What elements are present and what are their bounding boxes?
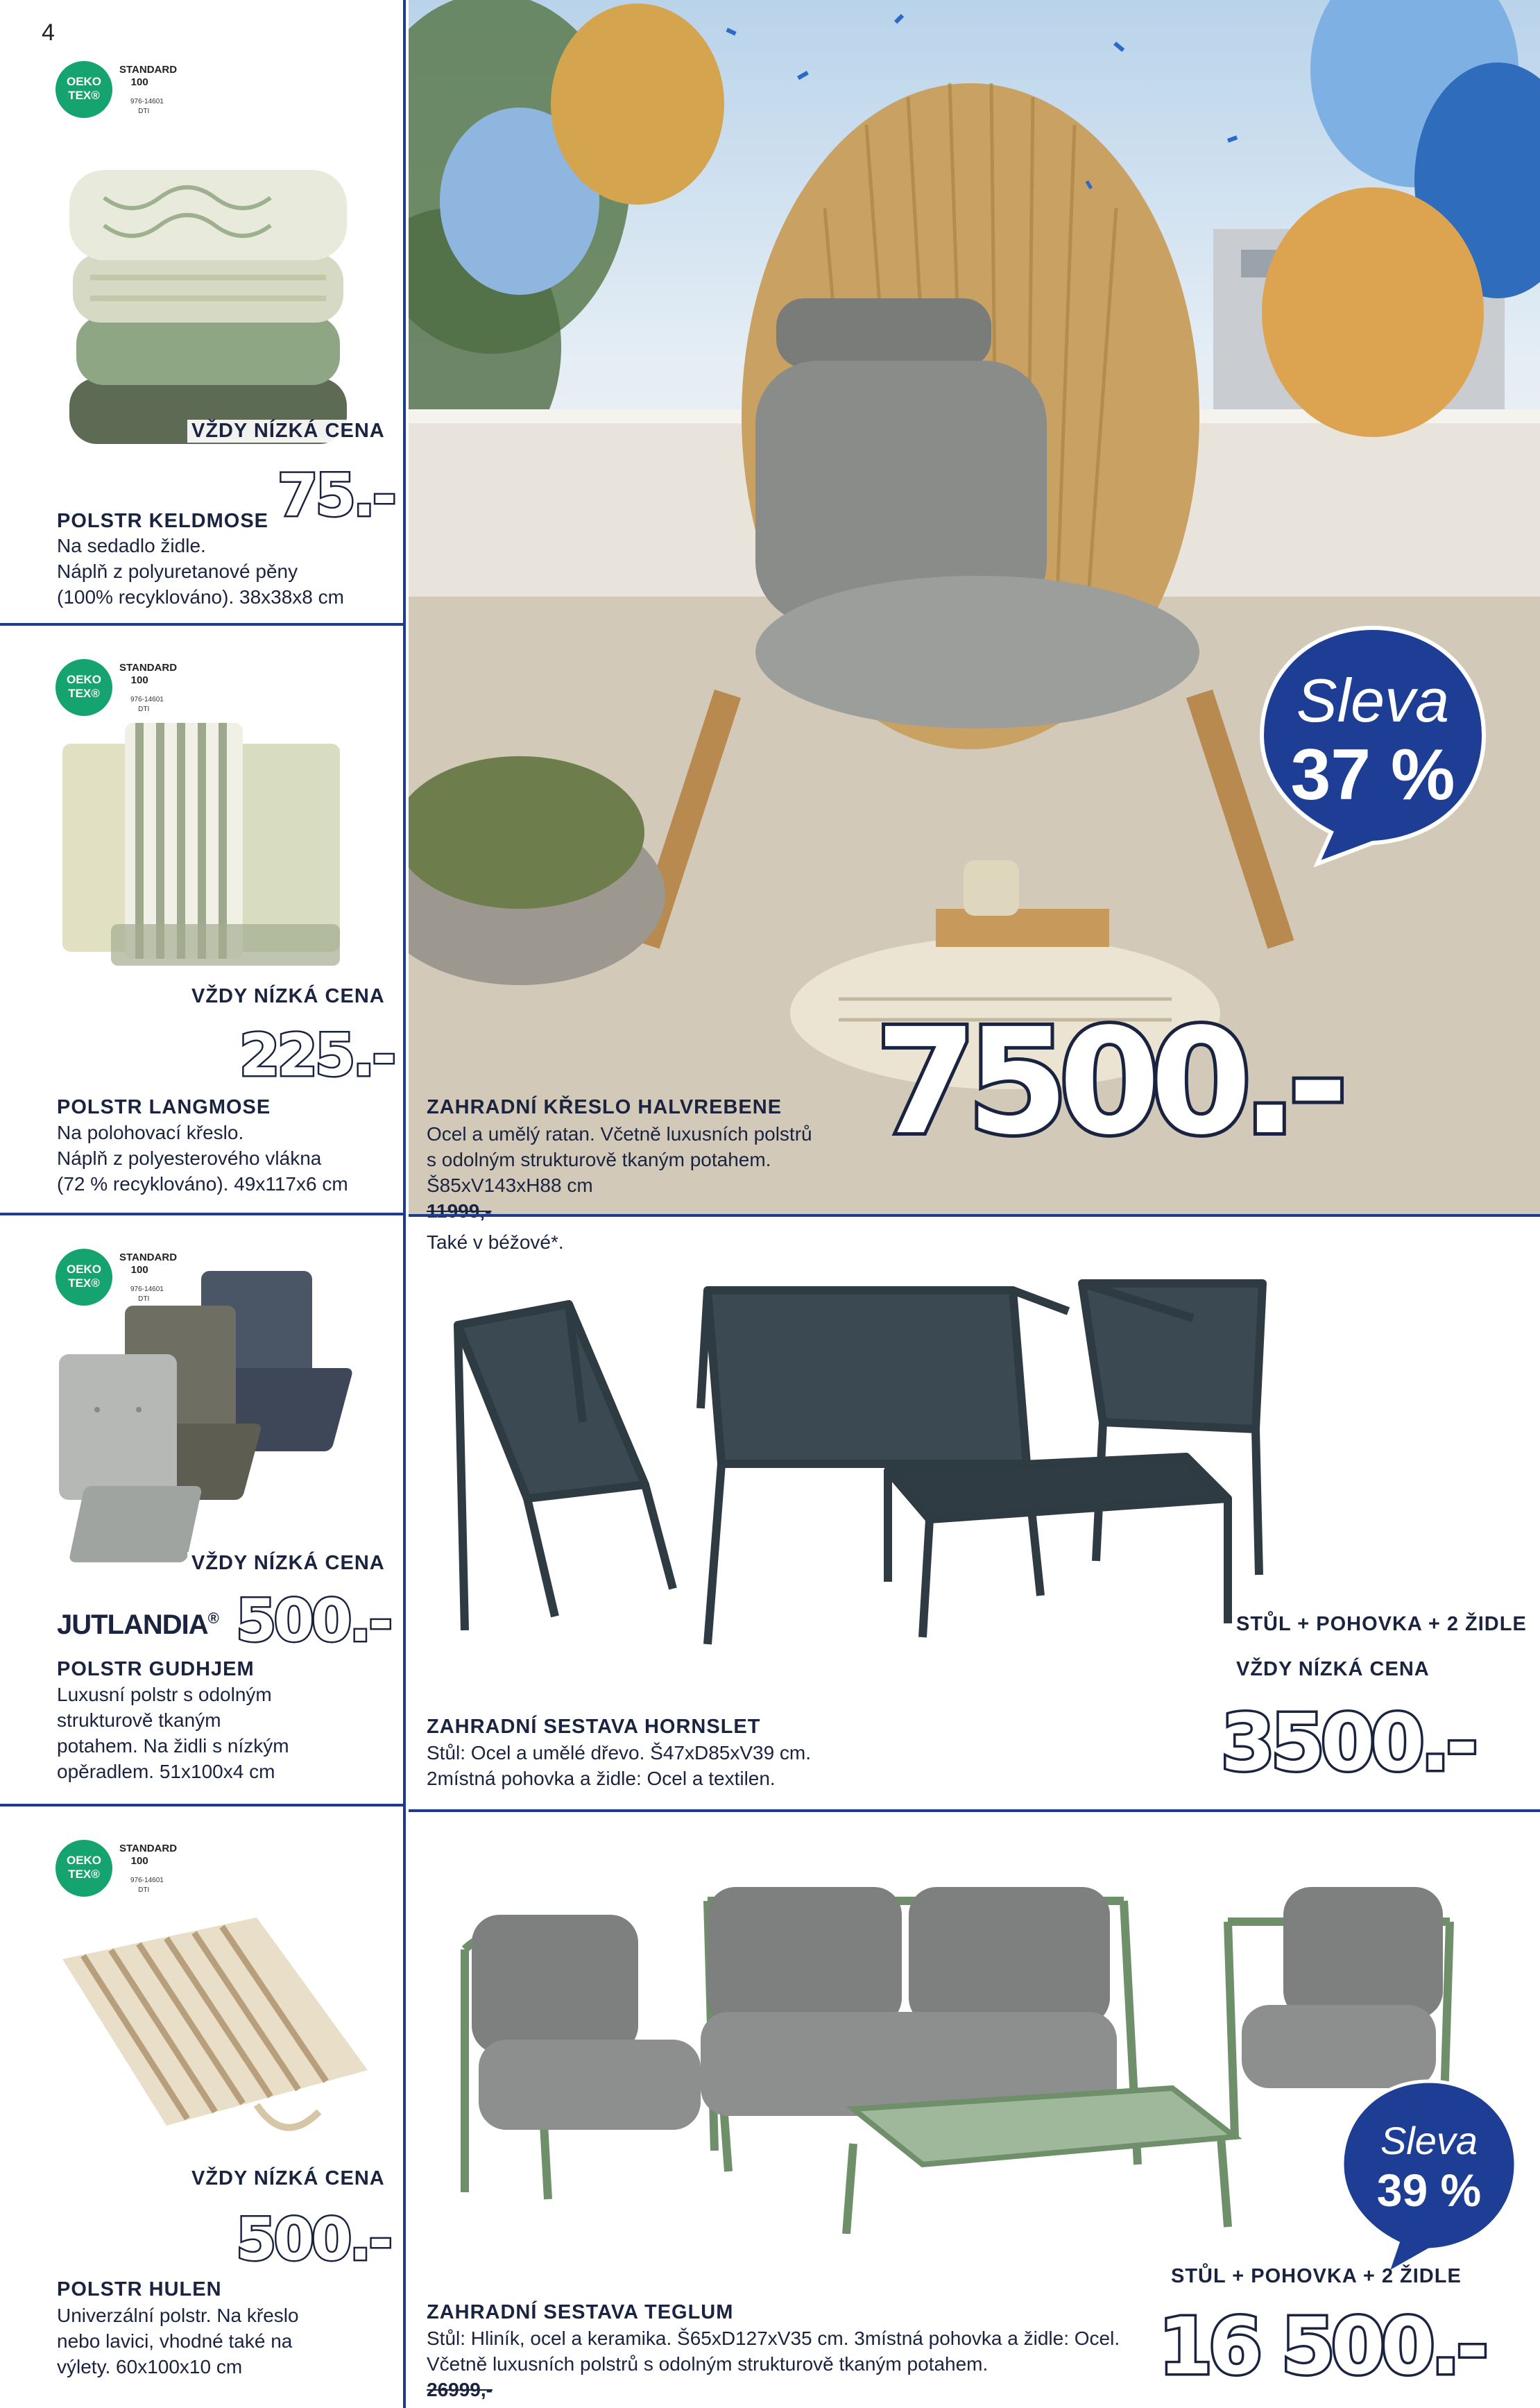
oeko-tex-badge: OEKO TEX® STANDARD 100 976-14601 DTI: [55, 61, 194, 151]
oeko-tex-badge: OEKO TEX® STANDARD 100 976-14601 DTI: [55, 1249, 194, 1339]
hornslet-set-image: [444, 1270, 1276, 1658]
hornslet-price: 3500.-: [1221, 1698, 1474, 1788]
product-cell-langmose[interactable]: [0, 626, 406, 1215]
price: 500.-: [236, 2205, 391, 2273]
oeko-tex-icon: OEKO TEX®: [55, 61, 112, 118]
svg-text:Sleva: Sleva: [1380, 2119, 1478, 2162]
hornslet-product-description: Stůl: Ocel a umělé dřevo. Š47xD85xV39 cm. 2místná pohovka a židle: Ocel a textilen.: [427, 1742, 812, 1789]
teglum-price: 16 500.-: [1158, 2302, 1485, 2392]
oeko-tex-badge: OEKO TEX® STANDARD 100 976-14601 DTI: [55, 1840, 194, 1930]
product-name: POLSTR LANGMOSE: [57, 1096, 271, 1118]
hulen-cushion-image: [49, 1918, 382, 2167]
gudhjem-cushion-image: [49, 1264, 395, 1569]
product-description: Na polohovací křeslo. Náplň z polyesterového vlákna (72 % recyklováno). 49x117x6 cm: [57, 1122, 348, 1195]
discount-badge-39: [1339, 2078, 1519, 2279]
product-name: POLSTR KELDMOSE: [57, 510, 269, 532]
section-divider: [409, 1214, 1540, 1217]
product-description: Univerzální polstr. Na křeslo nebo lavici, vhodné také na výlety. 60x100x10 cm: [57, 2305, 299, 2377]
product-name: POLSTR GUDHJEM: [57, 1658, 255, 1680]
price-tag-label: VŽDY NÍZKÁ CENA: [187, 985, 389, 1008]
old-price: 26999,-: [427, 2379, 493, 2400]
teglum-set-image: [451, 1873, 1464, 2234]
old-price: 11999,-: [427, 1200, 492, 1222]
hero-product-name: ZAHRADNÍ KŘESLO HALVREBENE: [427, 1096, 782, 1118]
product-description: Na sedadlo židle. Náplň z polyuretanové pěny (100% recyklováno). 38x38x8 cm: [57, 535, 344, 608]
teglum-product-description: Stůl: Hliník, ocel a keramika. Š65xD127xV35 cm. 3místná pohovka a židle: Ocel. Včetně luxusních polstrů s odolným strukturově tkaným potahem. 26999,-: [427, 2325, 1120, 2402]
oeko-tex-icon: OEKO TEX®: [55, 1840, 112, 1897]
product-description: Luxusní polstr s odolným strukturově tkaným potahem. Na židli s nízkým opěradlem. 51x100x4 cm: [57, 1684, 289, 1782]
jutlandia-logo: JUTLANDIA®: [57, 1609, 219, 1640]
page-number: 4: [42, 19, 55, 46]
oeko-tex-icon: OEKO TEX®: [55, 659, 112, 716]
teglum-product-name: ZAHRADNÍ SESTAVA TEGLUM: [427, 2301, 734, 2323]
price: 500.-: [236, 1587, 391, 1655]
oeko-tex-icon: OEKO TEX®: [55, 1249, 112, 1306]
hero-price: 7500.-: [875, 997, 1339, 1167]
product-name: POLSTR HULEN: [57, 2278, 222, 2300]
hero-product-description: Ocel a umělý ratan. Včetně luxusních polstrů s odolným strukturově tkaným potahem. Š85xV143xH88 cm 11999,-: [427, 1121, 812, 1224]
svg-text:39 %: 39 %: [1376, 2164, 1482, 2216]
set-contents-label: STŮL + POHOVKA + 2 ŽIDLE: [1171, 2265, 1462, 2287]
price: 225.-: [239, 1021, 394, 1089]
price-tag-label: VŽDY NÍZKÁ CENA: [187, 1552, 389, 1575]
price-tag-label: VŽDY NÍZKÁ CENA: [187, 2167, 389, 2190]
product-cell-gudhjem[interactable]: [0, 1215, 406, 1807]
section-divider: [409, 1809, 1540, 1812]
color-note: Také v béžové*.: [427, 1231, 564, 1253]
langmose-cushion-image: [49, 723, 382, 966]
svg-text:Sleva: Sleva: [1296, 666, 1450, 735]
price-tag-label: VŽDY NÍZKÁ CENA: [1236, 1658, 1430, 1680]
product-cell-hulen[interactable]: [0, 1807, 406, 2408]
oeko-tex-badge: OEKO TEX® STANDARD 100 976-14601 DTI: [55, 659, 194, 749]
discount-badge-37: [1255, 624, 1491, 867]
left-column: [0, 0, 406, 2408]
svg-text:37 %: 37 %: [1290, 735, 1455, 815]
hornslet-product-name: ZAHRADNÍ SESTAVA HORNSLET: [427, 1716, 761, 1738]
price: 75.-: [277, 461, 394, 529]
product-cell-keldmose[interactable]: [0, 0, 406, 626]
set-contents-label: STŮL + POHOVKA + 2 ŽIDLE: [1236, 1613, 1527, 1635]
keldmose-cushion-image: [49, 149, 382, 461]
price-tag-label: VŽDY NÍZKÁ CENA: [187, 420, 389, 443]
